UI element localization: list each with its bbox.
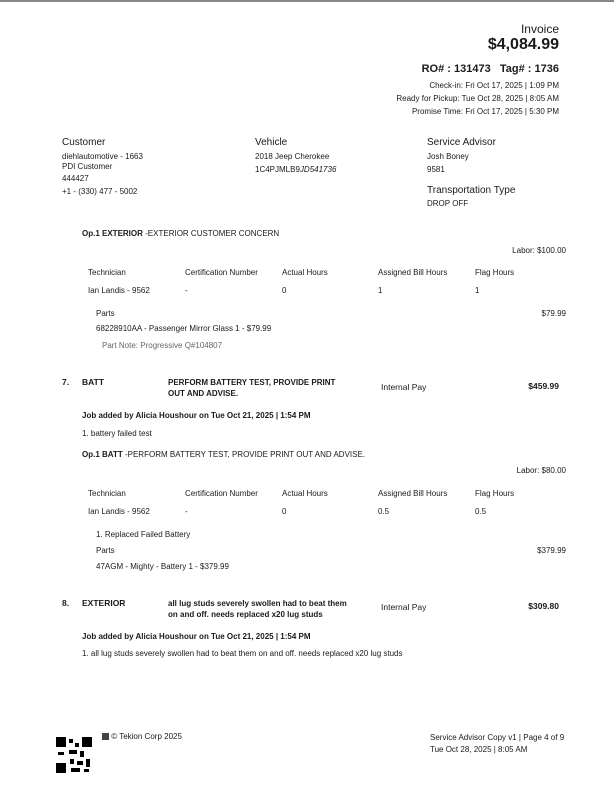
- footer-copyright: © Tekion Corp 2025: [111, 732, 182, 741]
- op1-part-note: Part Note: Progressive Q#104807: [102, 341, 223, 350]
- transport-heading: Transportation Type: [427, 185, 516, 196]
- job7-pay: Internal Pay: [381, 382, 427, 392]
- op1-title-bold: Op.1 EXTERIOR: [82, 229, 143, 238]
- job8-pay: Internal Pay: [381, 602, 427, 612]
- invoice-label: Invoice: [520, 22, 559, 36]
- tag-label: Tag# :: [499, 63, 532, 75]
- advisor-name: Josh Boney: [427, 152, 469, 161]
- job7-desc-line1: PERFORM BATTERY TEST, PROVIDE PRINT: [168, 378, 336, 387]
- job7-part-line: 47AGM - Mighty - Battery 1 - $379.99: [96, 562, 229, 571]
- job8-concern: 1. all lug studs severely swollen had to beat them on and off. needs replaced x20 lug studs: [82, 649, 403, 658]
- op1-cert: -: [185, 286, 188, 295]
- qr-code: [56, 737, 92, 773]
- job8-desc-line2: on and off. needs replaced x20 lug studs: [168, 610, 323, 619]
- job7-desc-line2: OUT AND ADVISE.: [168, 389, 239, 398]
- th-flag: Flag Hours: [475, 489, 515, 498]
- job7-amount: $459.99: [528, 381, 559, 391]
- th-cert: Certification Number: [185, 489, 258, 498]
- job7-op-title: [82, 450, 365, 459]
- th-technician: Technician: [88, 268, 126, 277]
- checkin-time: Check-in: Fri Oct 17, 2025 | 1:09 PM: [429, 81, 559, 90]
- th-actual: Actual Hours: [282, 489, 328, 498]
- job7-number: 7.: [62, 377, 70, 387]
- vehicle-heading: Vehicle: [255, 137, 288, 148]
- job7-description: [168, 377, 335, 399]
- job7-parts-total: $379.99: [537, 546, 566, 555]
- footer-printed: Tue Oct 28, 2025 | 8:05 AM: [430, 745, 528, 754]
- job8-number: 8.: [62, 598, 70, 608]
- advisor-heading: Service Advisor: [427, 137, 496, 148]
- tag-number: 1736: [534, 63, 559, 75]
- op1-parts-total: $79.99: [541, 309, 566, 318]
- job7-op-rest: -PERFORM BATTERY TEST, PROVIDE PRINT OUT AND ADVISE.: [122, 450, 366, 459]
- customer-id: 444427: [62, 174, 89, 183]
- job7-labor: Labor: $80.00: [516, 466, 566, 475]
- transport-type: DROP OFF: [427, 199, 469, 208]
- job7-parts-label: Parts: [96, 546, 115, 555]
- ro-label: RO# :: [421, 63, 451, 75]
- job8-desc-line1: all lug studs severely swollen had to beat them: [168, 599, 347, 608]
- th-flag: Flag Hours: [475, 268, 515, 277]
- vehicle-model: 2018 Jeep Cherokee: [255, 152, 330, 161]
- op1-title-rest: -EXTERIOR CUSTOMER CONCERN: [142, 229, 280, 238]
- job8-amount: $309.80: [528, 601, 559, 611]
- vin-suffix: JD541736: [299, 165, 337, 174]
- ready-time: Ready for Pickup: Tue Oct 28, 2025 | 8:05 AM: [396, 94, 559, 103]
- vin-prefix: 1C4PJMLB9: [255, 165, 300, 174]
- tekion-logo-icon: [102, 733, 109, 740]
- job7-actual: 0: [282, 507, 287, 516]
- vehicle-vin: [255, 165, 336, 174]
- job7-correction: 1. Replaced Failed Battery: [96, 530, 191, 539]
- advisor-id: 9581: [427, 165, 445, 174]
- job8-added-by: Job added by Alicia Houshour on Tue Oct 21, 2025 | 1:54 PM: [82, 632, 311, 641]
- footer-copy-info: Service Advisor Copy v1 | Page 4 of 9: [430, 733, 565, 742]
- op1-parts-label: Parts: [96, 309, 115, 318]
- customer-heading: Customer: [62, 137, 106, 148]
- job7-tech: Ian Landis - 9562: [88, 507, 150, 516]
- customer-name: diehlautomotive - 1663: [62, 152, 143, 161]
- op1-labor: Labor: $100.00: [512, 246, 566, 255]
- op1-actual: 0: [282, 286, 287, 295]
- op1-title: [82, 229, 279, 238]
- invoice-total: $4,084.99: [487, 36, 559, 53]
- job7-code: BATT: [82, 377, 105, 387]
- op1-flag: 1: [475, 286, 480, 295]
- customer-type: PDI Customer: [62, 162, 113, 171]
- th-assigned: Assigned Bill Hours: [378, 268, 448, 277]
- customer-phone: +1 - (330) 477 - 5002: [62, 187, 138, 196]
- job8-code: EXTERIOR: [82, 598, 126, 608]
- th-assigned: Assigned Bill Hours: [378, 489, 448, 498]
- th-technician: Technician: [88, 489, 126, 498]
- th-actual: Actual Hours: [282, 268, 328, 277]
- job8-description: [168, 598, 347, 620]
- ro-tag-line: [422, 63, 559, 75]
- th-cert: Certification Number: [185, 268, 258, 277]
- job7-concern: 1. battery failed test: [82, 429, 152, 438]
- job7-assigned: 0.5: [378, 507, 390, 516]
- footer-brand: [102, 732, 182, 741]
- job7-added-by: Job added by Alicia Houshour on Tue Oct 21, 2025 | 1:54 PM: [82, 411, 311, 420]
- job7-flag: 0.5: [475, 507, 487, 516]
- promise-time: Promise Time: Fri Oct 17, 2025 | 5:30 PM: [411, 107, 559, 116]
- op1-tech: Ian Landis - 9562: [88, 286, 150, 295]
- ro-number: 131473: [453, 63, 491, 75]
- top-border: [0, 0, 614, 2]
- job7-op-bold: Op.1 BATT: [82, 450, 123, 459]
- job7-cert: -: [185, 507, 188, 516]
- op1-assigned: 1: [378, 286, 383, 295]
- op1-part-line: 68228910AA - Passenger Mirror Glass 1 - $79.99: [96, 324, 272, 333]
